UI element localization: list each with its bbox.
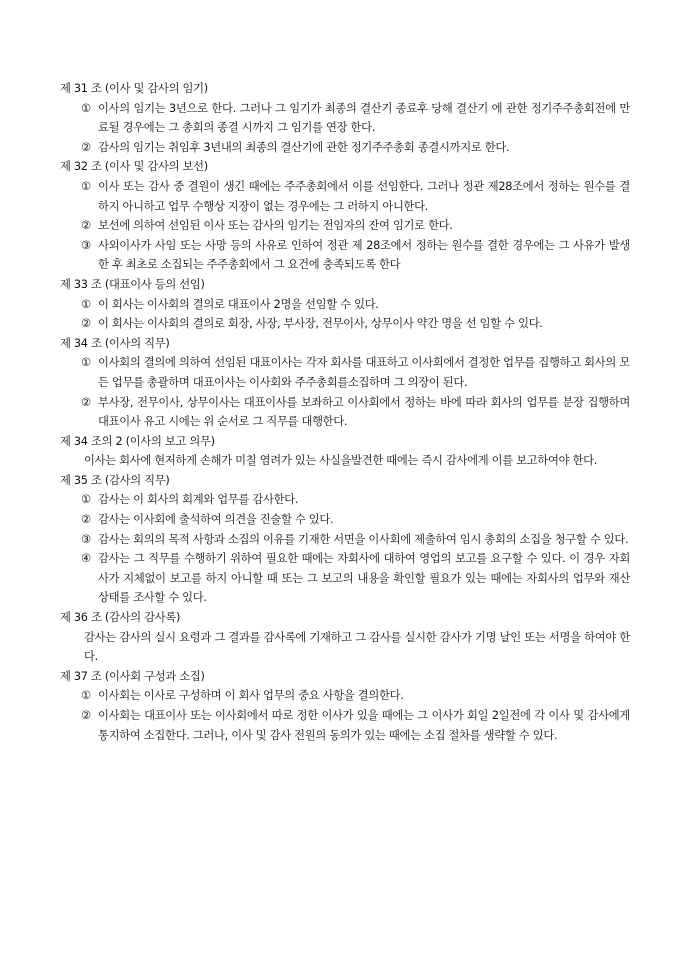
clause-item (60, 549, 630, 608)
clause-number: ③ (81, 532, 91, 546)
clause-number: ② (81, 317, 91, 331)
article-title: 제 34 조의 2 (이사의 보고 의무) (60, 434, 215, 448)
clause-item (60, 138, 630, 158)
article-title: 제 36 조 (감사의 감사록) (60, 611, 181, 625)
clause-number: ② (81, 140, 91, 154)
clause-number: ① (81, 689, 91, 703)
article-section (60, 79, 630, 157)
clause-text: 이사의 임기는 3년으로 한다. 그러나 그 임기가 최종의 결산기 종료후 당해 결산기 에 관한 정기주주총회전에 만료될 경우에는 그 총회의 종결 시까지 그 임기를 연장 한다. (98, 101, 630, 135)
clause-item (60, 236, 630, 275)
clause-item (60, 99, 630, 138)
clause-number: ② (81, 395, 91, 409)
article-section (60, 471, 630, 608)
article-section (60, 157, 630, 275)
clause-item (60, 393, 630, 432)
clause-text: 이사 또는 감사 중 결원이 생긴 때에는 주주총회에서 이를 선임한다. 그러나 정관 제28조에서 정하는 원수를 결하지 아니하고 업무 수행상 지장이 없는 경우에는 그 러하지 아니한다. (98, 179, 630, 213)
article-section (60, 608, 630, 667)
clause-text: 감사는 이사회에 출석하여 의견을 진술할 수 있다. (98, 513, 334, 527)
article-section (60, 432, 630, 471)
clause-text: 부사장, 전무이사, 상무이사는 대표이사를 보좌하고 이사회에서 정하는 바에 따라 회사의 업무를 분장 집행하며 대표이사 유고 시에는 위 순서로 그 직무를 대행한다. (98, 395, 630, 429)
clause-text: 감사는 그 직무를 수행하기 위하여 필요한 때에는 자회사에 대하여 영업의 보고를 요구할 수 있다. 이 경우 자회사가 지체없이 보고를 하지 아니할 때 또는 그 보고의 내용을 확인할 필요가 있는 때에는 자회사의 업무와 재산 상태를 조사할 수 있다. (98, 552, 630, 605)
article-body: 이사는 회사에 현저하게 손해가 미칠 염려가 있는 사실을발견한 때에는 즉시 감사에게 이를 보고하여야 한다. (84, 454, 598, 468)
clause-number: ④ (81, 552, 91, 566)
article-title: 제 37 조 (이사회 구성과 소집) (60, 669, 205, 683)
clause-text: 이사회의 결의에 의하여 선임된 대표이사는 각자 회사를 대표하고 이사회에서 결정한 업무를 집행하고 회사의 모든 업무를 총괄하며 대표이사는 이사회와 주주총회를소집하며 그 의장이 된다. (98, 356, 630, 389)
clause-item (60, 353, 630, 392)
article-title: 제 32 조 (이사 및 감사의 보선) (60, 160, 208, 174)
article-title: 제 31 조 (이사 및 감사의 임기) (60, 82, 208, 95)
clause-text: 이사회는 이사로 구성하며 이 회사 업무의 중요 사항을 결의한다. (98, 689, 404, 703)
clause-item (60, 490, 630, 510)
clause-item (60, 706, 630, 745)
article-section (60, 275, 630, 334)
clause-item (60, 314, 630, 334)
clause-text: 이 회사는 이사회의 결의로 회장, 사장, 부사장, 전무이사, 상무이사 약간 명을 선 임할 수 있다. (98, 317, 543, 331)
clause-number: ③ (81, 238, 91, 252)
clause-number: ② (81, 709, 91, 722)
clause-item (60, 216, 630, 236)
clause-text: 이 회사는 이사회의 결의로 대표이사 2명을 선임할 수 있다. (98, 297, 379, 311)
article-title: 제 35 조 (감사의 직무) (60, 473, 170, 487)
clause-item (60, 686, 630, 706)
clause-item (60, 295, 630, 315)
clause-number: ② (81, 219, 91, 233)
clause-item (60, 177, 630, 216)
clause-text: 감사의 임기는 취임후 3년내의 최종의 결산기에 관한 정기주주총회 종결시까지로 한다. (98, 140, 510, 154)
clause-number: ① (81, 179, 91, 193)
document-body (60, 79, 630, 745)
clause-text: 사외이사가 사임 또는 사망 등의 사유로 인하여 정관 제 28조에서 정하는 원수를 결한 경우에는 그 사유가 발생한 후 최초로 소집되는 주주총회에서 그 요건에 충족되도록 한다 (98, 238, 630, 272)
article-section (60, 334, 630, 432)
clause-number: ① (81, 101, 91, 115)
clause-text: 보선에 의하여 선임된 이사 또는 감사의 임기는 전임자의 잔여 임기로 한다. (98, 219, 453, 233)
article-title: 제 33 조 (대표이사 등의 선임) (60, 277, 205, 291)
article-title: 제 34 조 (이사의 직무) (60, 336, 170, 350)
clause-text: 감사는 이 회사의 회계와 업무를 감사한다. (98, 493, 299, 507)
clause-item (60, 530, 630, 550)
clause-text: 감사는 회의의 목적 사항과 소집의 이유를 기재한 서면을 이사회에 제출하여 임시 총회의 소집을 청구할 수 있다. (98, 532, 629, 546)
article-section (60, 667, 630, 745)
clause-number: ① (81, 356, 91, 370)
clause-number: ① (81, 493, 91, 507)
clause-item (60, 510, 630, 530)
clause-text: 이사회는 대표이사 또는 이사회에서 따로 정한 이사가 있을 때에는 그 이사가 회일 2일전에 각 이사 및 감사에게 통지하여 소집한다. 그러나, 이사 및 감사 전원의 동의가 있는 때에는 소집 절차를 생략할 수 있다. (98, 709, 630, 742)
article-body: 감사는 감사의 실시 요령과 그 결과를 감사록에 기재하고 그 감사를 실시한 감사가 기명 날인 또는 서명을 하여야 한다. (84, 630, 630, 664)
clause-number: ② (81, 513, 91, 527)
clause-number: ① (81, 297, 91, 311)
